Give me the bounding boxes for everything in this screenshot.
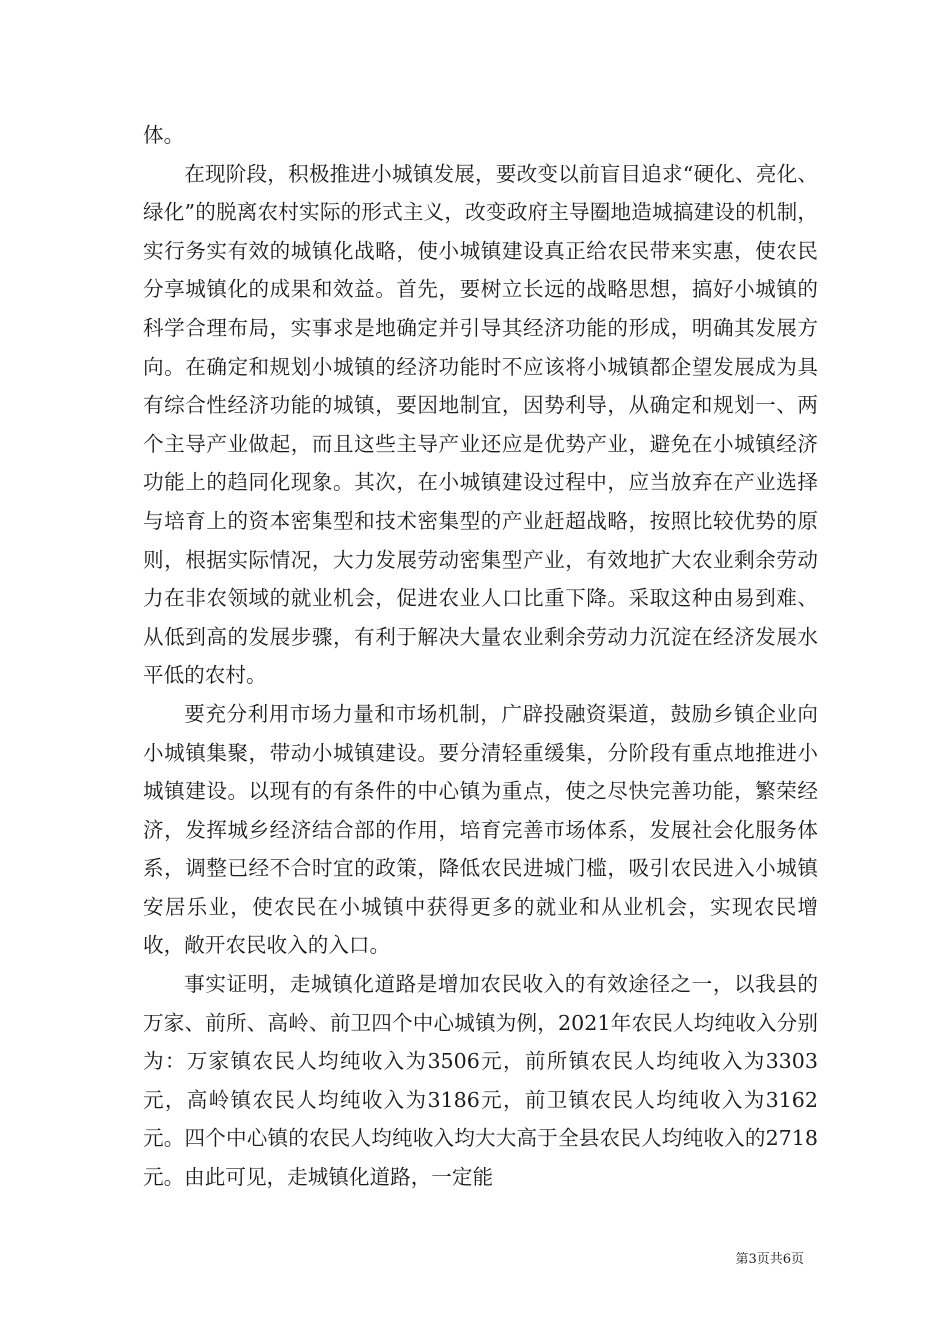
page-number-footer: 第3页共6页 [735, 1252, 804, 1267]
paragraph-1: 体。 [143, 123, 185, 147]
paragraph-4: 事实证明，走城镇化道路是增加农民收入的有效途径之一，以我县的万家、前所、高岭、前卫四个中心城镇为例，2021年农民人均纯收入分别为：万家镇农民人均纯收入为3506元，前所镇农民人均纯收入为3303元，高岭镇农民人均纯收入为3186元，前卫镇农民人均纯收入为3162元。四个中心镇的农民人均纯收入均大大高于全县农民人均纯收入的2718元。由此可见，走城镇化道路，一定能 [143, 972, 818, 1190]
document-body [143, 116, 818, 1197]
paragraph-3: 要充分利用市场力量和市场机制，广辟投融资渠道，鼓励乡镇企业向小城镇集聚，带动小城镇建设。要分清轻重缓集，分阶段有重点地推进小城镇建设。以现有的有条件的中心镇为重点，使之尽快完善功能，繁荣经济，发挥城乡经济结合部的作用，培育完善市场体系，发展社会化服务体系，调整已经不合时宜的政策，降低农民进城门槛，吸引农民进入小城镇安居乐业，使农民在小城镇中获得更多的就业和从业机会，实现农民增收，敞开农民收入的入口。 [143, 701, 818, 958]
paragraph-2: 在现阶段，积极推进小城镇发展，要改变以前盲目追求“硬化、亮化、绿化”的脱离农村实际的形式主义，改变政府主导圈地造城搞建设的机制，实行务实有效的城镇化战略，使小城镇建设真正给农民带来实惠，使农民分享城镇化的成果和效益。首先，要树立长远的战略思想，搞好小城镇的科学合理布局，实事求是地确定并引导其经济功能的形成，明确其发展方向。在确定和规划小城镇的经济功能时不应该将小城镇都企望发展成为具有综合性经济功能的城镇，要因地制宜，因势利导，从确定和规划一、两个主导产业做起，而且这些主导产业还应是优势产业，避免在小城镇经济功能上的趋同化现象。其次，在小城镇建设过程中，应当放弃在产业选择与培育上的资本密集型和技术密集型的产业赶超战略，按照比较优势的原则，根据实际情况，大力发展劳动密集型产业，有效地扩大农业剩余劳动力在非农领域的就业机会，促进农业人口比重下降。采取这种由易到难、从低到高的发展步骤，有利于解决大量农业剩余劳动力沉淀在经济发展水平低的农村。 [143, 161, 818, 688]
